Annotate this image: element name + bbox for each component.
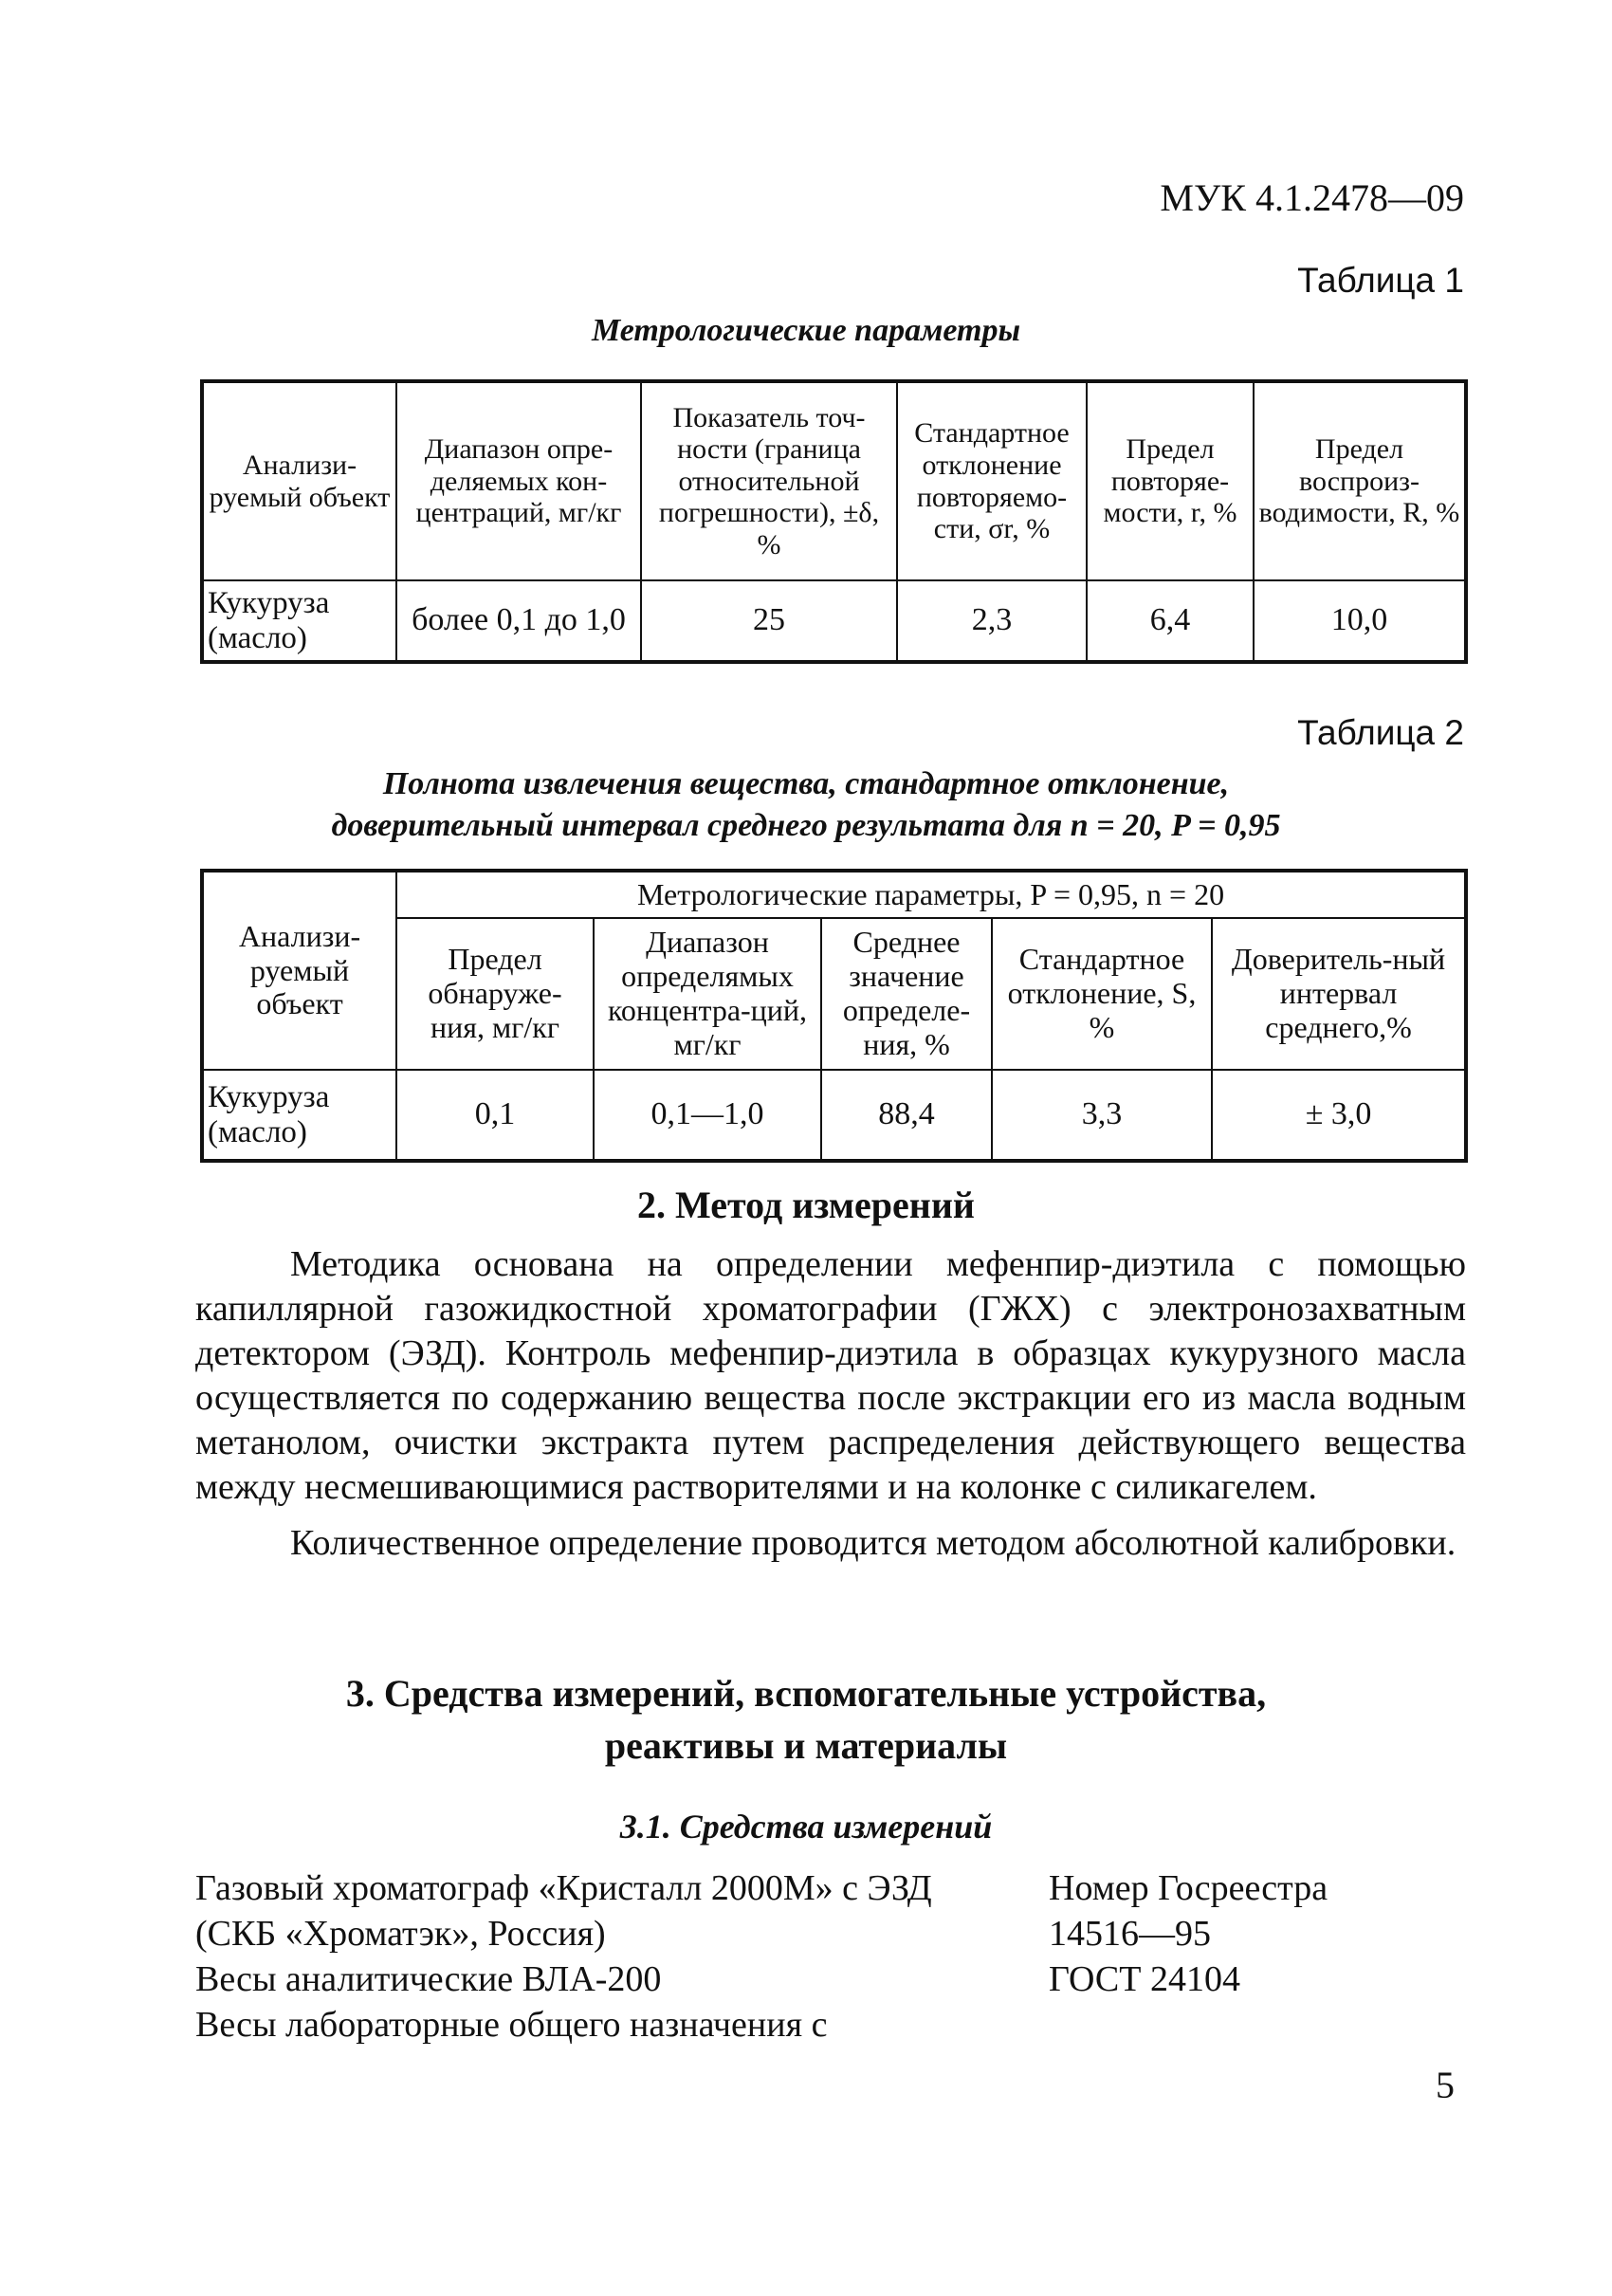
paragraph: Методика основана на определении мефенпир-диэтила с помощью капиллярной газожидкостной хроматографии (ГЖХ) с электронозахватным детектором (ЭЗД). Контроль мефенпир-диэтила в образцах кукурузного масла осуществляется по содержанию вещества после экстракции его из масла водным метанолом, очистки экстракта путем распределения действующего вещества между несмешивающимися растворителями и на колонке с силикагелем. <box>195 1244 1466 1507</box>
instrument-reference: 14516—95 <box>1049 1914 1211 1954</box>
table2-caption-line2: доверительный интервал среднего результата для n = 20, P = 0,95 <box>331 808 1281 843</box>
section3-title-line1: 3. Средства измерений, вспомогательные устройства, <box>345 1672 1267 1715</box>
instrument-name: Весы аналитические ВЛА-200 <box>195 1959 662 1999</box>
extraction-completeness-table <box>200 869 1468 1163</box>
header-cell: Анализи-руемый объект <box>202 871 396 1070</box>
header-cell: Стандартное отклонение повторяемо-сти, σr, % <box>897 381 1087 580</box>
table-cell: 2,3 <box>897 580 1087 662</box>
header-cell: Предел обнаруже-ния, мг/кг <box>396 918 594 1070</box>
table-cell: более 0,1 до 1,0 <box>396 580 641 662</box>
table-cell: 0,1—1,0 <box>594 1070 821 1161</box>
table-cell: Кукуруза (масло) <box>202 1070 396 1161</box>
table1-label: Таблица 1 <box>1297 261 1464 300</box>
header-cell: Показатель точ-ности (граница относительной погрешности), ±δ, % <box>641 381 897 580</box>
table-cell: Кукуруза (масло) <box>202 580 396 662</box>
table-row <box>202 1070 1466 1161</box>
header-cell: Диапазон опре-деляемых кон-центраций, мг/кг <box>396 381 641 580</box>
table-cell: 6,4 <box>1087 580 1254 662</box>
instrument-reference: Номер Госреестра <box>1049 1868 1328 1908</box>
instrument-reference: ГОСТ 24104 <box>1049 1959 1240 1999</box>
list-item <box>195 1911 1466 1956</box>
metrological-parameters-table <box>200 379 1468 664</box>
group-header-cell: Метрологические параметры, P = 0,95, n = 20 <box>396 871 1466 918</box>
table2-caption-line1: Полнота извлечения вещества, стандартное отклонение, <box>382 766 1230 801</box>
header-cell: Анализи-руемый объект <box>202 381 396 580</box>
section2-title: 2. Метод измерений <box>637 1184 975 1226</box>
header-cell: Предел воспроиз-водимости, R, % <box>1254 381 1466 580</box>
page-number: 5 <box>1436 2064 1455 2106</box>
table-cell: 3,3 <box>992 1070 1212 1161</box>
table-row <box>202 580 1466 662</box>
table-cell: 10,0 <box>1254 580 1466 662</box>
table-cell: 25 <box>641 580 897 662</box>
table-cell: ± 3,0 <box>1212 1070 1466 1161</box>
instruments-list <box>195 1865 1466 2048</box>
header-cell: Стандартное отклонение, S, % <box>992 918 1212 1070</box>
header-cell: Диапазон определямых концентра-ций, мг/кг <box>594 918 821 1070</box>
table-header-row <box>202 381 1466 580</box>
header-cell: Предел повторяе-мости, r, % <box>1087 381 1254 580</box>
section3-title-line2: реактивы и материалы <box>604 1724 1008 1767</box>
instrument-name: Газовый хроматограф «Кристалл 2000М» с ЭЗД <box>195 1868 932 1908</box>
subsection-title: 3.1. Средства измерений <box>619 1808 993 1846</box>
header-cell: Доверитель-ный интервал среднего,% <box>1212 918 1466 1070</box>
instrument-name: (СКБ «Хроматэк», Россия) <box>195 1914 606 1954</box>
list-item <box>195 1865 1466 1911</box>
paragraph: Количественное определение проводится методом абсолютной калибровки. <box>290 1523 1456 1563</box>
list-item <box>195 1956 1466 2002</box>
instrument-name: Весы лабораторные общего назначения с <box>195 2005 828 2045</box>
table-cell: 88,4 <box>821 1070 992 1161</box>
table-header-row <box>202 871 1466 918</box>
instrument-reference <box>1049 2002 1466 2048</box>
table2-label: Таблица 2 <box>1297 713 1464 752</box>
table1-caption: Метрологические параметры <box>591 313 1021 348</box>
document-code: МУК 4.1.2478—09 <box>1160 176 1464 219</box>
table-cell: 0,1 <box>396 1070 594 1161</box>
section2-body <box>195 1242 1466 1566</box>
list-item <box>195 2002 1466 2048</box>
header-cell: Среднее значение определе-ния, % <box>821 918 992 1070</box>
